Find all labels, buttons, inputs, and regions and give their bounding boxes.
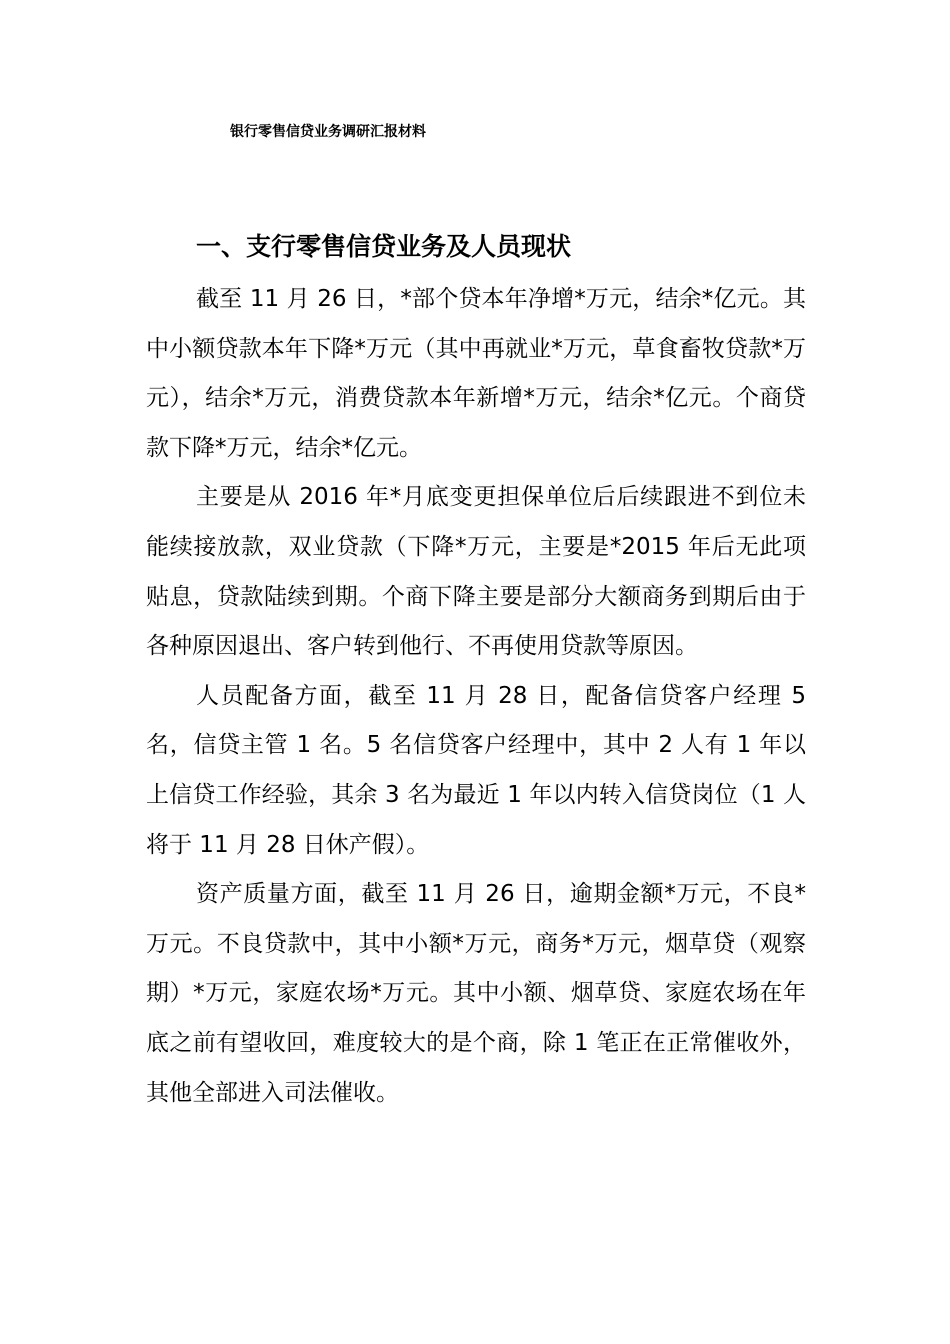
section-heading: 一、支行零售信贷业务及人员现状 [196,232,572,261]
document-title: 银行零售信贷业务调研汇报材料 [230,124,426,140]
paragraph-loan-balance: 截至 11 月 26 日，*部个贷本年净增*万元，结余*亿元。其中小额贷款本年下降*万元（其中再就业*万元，草食畜牧贷款*万元），结余*万元，消费贷款本年新增*万元，结余*亿元。个商贷款下降*万元，结余*亿元。 [146,286,806,461]
paragraph-decline-reasons: 主要是从 2016 年*月底变更担保单位后后续跟进不到位未能续接放款，双业贷款（下降*万元，主要是*2015 年后无此项贴息，贷款陆续到期。个商下降主要是部分大额商务到期后由于各种原因退出、客户转到他行、不再使用贷款等原因。 [146,484,806,660]
paragraph-asset-quality: 资产质量方面，截至 11 月 26 日，逾期金额*万元，不良*万元。不良贷款中，其中小额*万元，商务*万元，烟草贷（观察期）*万元，家庭农场*万元。其中小额、烟草贷、家庭农场在年底之前有望收回，难度较大的是个商，除 1 笔正在正常催收外，其他全部进入司法催收。 [146,881,806,1106]
body-text [146,275,806,1118]
paragraph-staffing: 人员配备方面，截至 11 月 28 日，配备信贷客户经理 5 名，信贷主管 1 名。5 名信贷客户经理中，其中 2 人有 1 年以上信贷工作经验，其余 3 名为最近 1 年以内转入信贷岗位（1 人将于 11 月 28 日休产假）。 [146,682,806,858]
